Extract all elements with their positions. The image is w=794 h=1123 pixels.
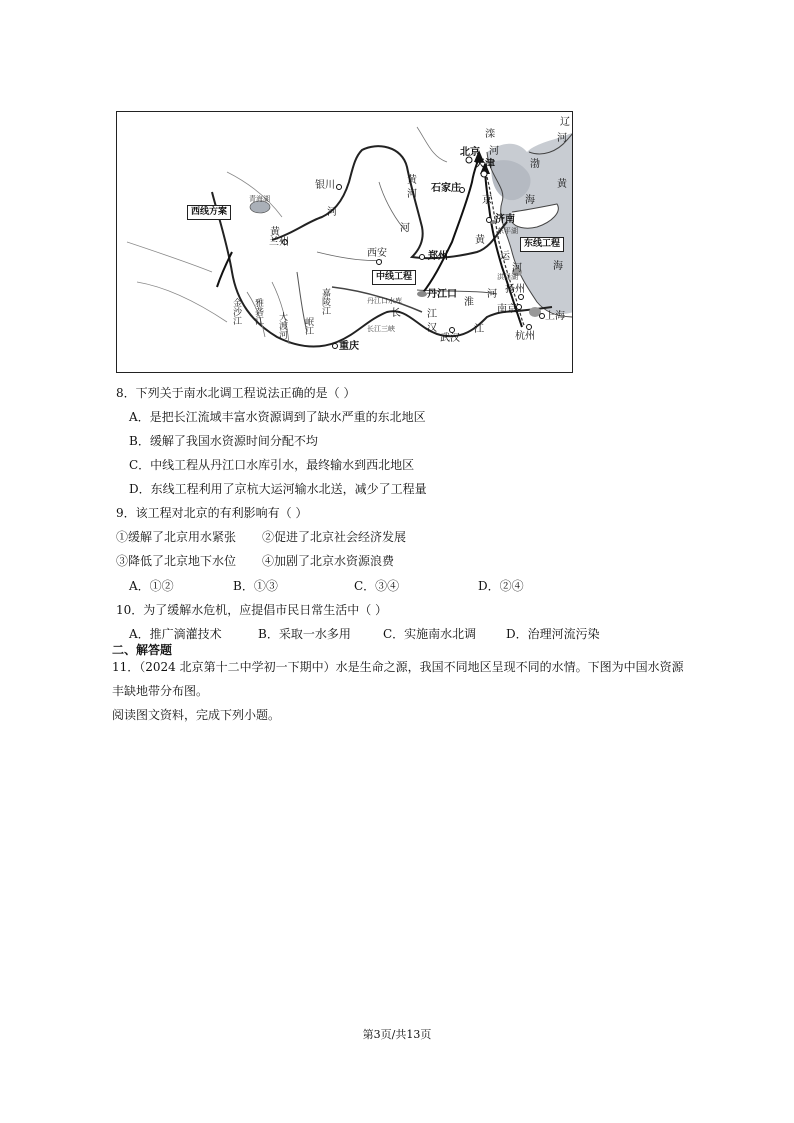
nanjing-marker <box>517 305 522 310</box>
river-jialing: 嘉陵江 <box>320 288 330 315</box>
city-shijiazhuang: 石家庄 <box>431 183 461 194</box>
q8-option-b[interactable]: B．缓解了我国水资源时间分配不均 <box>129 434 318 448</box>
city-lanzhou: 兰州 <box>269 237 289 248</box>
yinchuan-marker <box>337 185 342 190</box>
minor-river-5 <box>137 282 227 322</box>
q9-stem: 9．该工程对北京的有利影响有（ ） <box>116 506 308 520</box>
label-qinghai-lake: 青海湖 <box>249 195 270 203</box>
river-luan: 滦 <box>485 129 495 140</box>
middle-route <box>422 157 479 294</box>
label-huanghai-2: 海 <box>553 261 563 272</box>
q9-option-d[interactable]: D．②④ <box>478 579 524 593</box>
q10-option-c[interactable]: C．实施南水北调 <box>383 627 477 641</box>
q9-option-a[interactable]: A．①② <box>129 579 174 593</box>
river-jiang-a: 江 <box>427 309 437 320</box>
label-dongping-lake: 东平湖 <box>497 227 518 235</box>
jinan-marker <box>487 218 492 223</box>
q9-statement-3: ③降低了北京地下水位 <box>116 554 237 568</box>
river-huang-1: 黄 <box>407 175 417 186</box>
river-he-huai: 河 <box>487 289 497 300</box>
river-jinsha: 金沙江 <box>231 298 241 325</box>
city-tianjin: 天津 <box>475 159 495 170</box>
city-yinchuan: 银川 <box>315 180 335 191</box>
river-huang-2: 黄 <box>270 227 280 238</box>
chongqing-marker <box>333 344 338 349</box>
box-middle-route: 中线工程 <box>372 270 416 285</box>
river-he-3: 河 <box>400 223 410 234</box>
label-hongze-lake: 洪泽湖 <box>497 273 518 281</box>
box-west-route: 西线方案 <box>187 205 231 220</box>
city-nanjing: 南京 <box>497 304 517 315</box>
page-footer: 第3页/共13页 <box>362 1028 432 1041</box>
city-shanghai: 上海 <box>545 311 565 322</box>
river-min: 岷江 <box>303 317 313 335</box>
city-danjiangkou: 丹江口 <box>427 289 457 300</box>
label-danjiangkou-reservoir: 丹江口水库 <box>367 297 402 305</box>
shanghai-marker <box>540 314 545 319</box>
west-route <box>217 252 232 287</box>
city-wuhan: 武汉 <box>440 333 460 344</box>
label-huanghai-1: 黄 <box>557 179 567 190</box>
q10-option-a[interactable]: A．推广滴灌技术 <box>129 627 222 641</box>
city-jinan: 济南 <box>495 214 515 225</box>
q10-option-b[interactable]: B．采取一水多用 <box>258 627 351 641</box>
wuhan-marker <box>450 328 455 333</box>
box-east-route: 东线工程 <box>520 237 564 252</box>
river-huang-3: 黄 <box>475 235 485 246</box>
river-he-1: 河 <box>407 189 417 200</box>
river-chang: 长 <box>391 308 401 319</box>
city-beijing: 北京 <box>460 147 480 158</box>
q9-statement-1: ①缓解了北京用水紧张 <box>116 530 237 544</box>
q11-line-1: 11．（2024 北京第十二中学初一下期中）水是生命之源，我国不同地区呈现不同的水情。下图为中国水资源 <box>112 660 684 674</box>
q9-option-c[interactable]: C．③④ <box>354 579 400 593</box>
q8-option-a[interactable]: A．是把长江流域丰富水资源调到了缺水严重的东北地区 <box>129 410 426 424</box>
yellow-river <box>272 146 507 258</box>
river-han: 汉 <box>427 323 437 334</box>
river-huai: 淮 <box>464 297 474 308</box>
city-chongqing: 重庆 <box>339 341 359 352</box>
minor-river-3 <box>417 127 447 162</box>
city-yangzhou: 扬州 <box>505 284 525 295</box>
south-north-water-map <box>116 111 573 373</box>
zhengzhou-marker <box>420 255 425 260</box>
label-bohai-1: 渤 <box>530 159 540 170</box>
section-heading-answer: 二、解答题 <box>112 643 173 657</box>
q11-line-2: 丰缺地带分布图。 <box>112 684 209 698</box>
label-sanxia: 长江三峡 <box>367 325 395 333</box>
q8-option-c[interactable]: C．中线工程从丹江口水库引水，最终输水到西北地区 <box>129 458 415 472</box>
city-hangzhou: 杭州 <box>515 331 535 342</box>
river-liao: 辽 <box>560 117 570 128</box>
q9-statement-4: ④加剧了北京水资源浪费 <box>262 554 395 568</box>
river-yun: 运 <box>500 251 510 262</box>
minor-river-4 <box>127 242 212 272</box>
q8-stem: 8．下列关于南水北调工程说法正确的是（ ） <box>116 386 356 400</box>
label-bohai-2: 海 <box>525 195 535 206</box>
river-dadu: 大渡河 <box>277 312 287 339</box>
xian-marker <box>377 260 382 265</box>
q9-option-b[interactable]: B．①③ <box>233 579 278 593</box>
tianjin-marker <box>481 171 487 177</box>
q10-option-d[interactable]: D．治理河流污染 <box>506 627 600 641</box>
city-xian: 西安 <box>367 248 387 259</box>
q8-option-d[interactable]: D．东线工程利用了京杭大运河输水北送，减少了工程量 <box>129 482 427 496</box>
city-zhengzhou: 郑州 <box>428 251 448 262</box>
river-he-luan: 河 <box>489 146 499 157</box>
q11-line-3: 阅读图文资料，完成下列小题。 <box>112 708 281 722</box>
river-he-liao: 河 <box>557 133 567 144</box>
hangzhou-marker <box>527 325 532 330</box>
river-he-2: 河 <box>327 207 337 218</box>
river-he-yun: 河 <box>512 263 522 274</box>
danjiangkou-reservoir <box>417 291 427 297</box>
q9-statement-2: ②促进了北京社会经济发展 <box>262 530 407 544</box>
river-jing: 京 <box>482 195 492 206</box>
river-yalong: 雅砻江 <box>253 298 263 325</box>
yangzhou-marker <box>519 295 524 300</box>
river-jiang-b: 江 <box>474 324 484 335</box>
q10-stem: 10．为了缓解水危机，应提倡市民日常生活中（ ） <box>116 603 388 617</box>
map-graphic <box>117 112 573 373</box>
